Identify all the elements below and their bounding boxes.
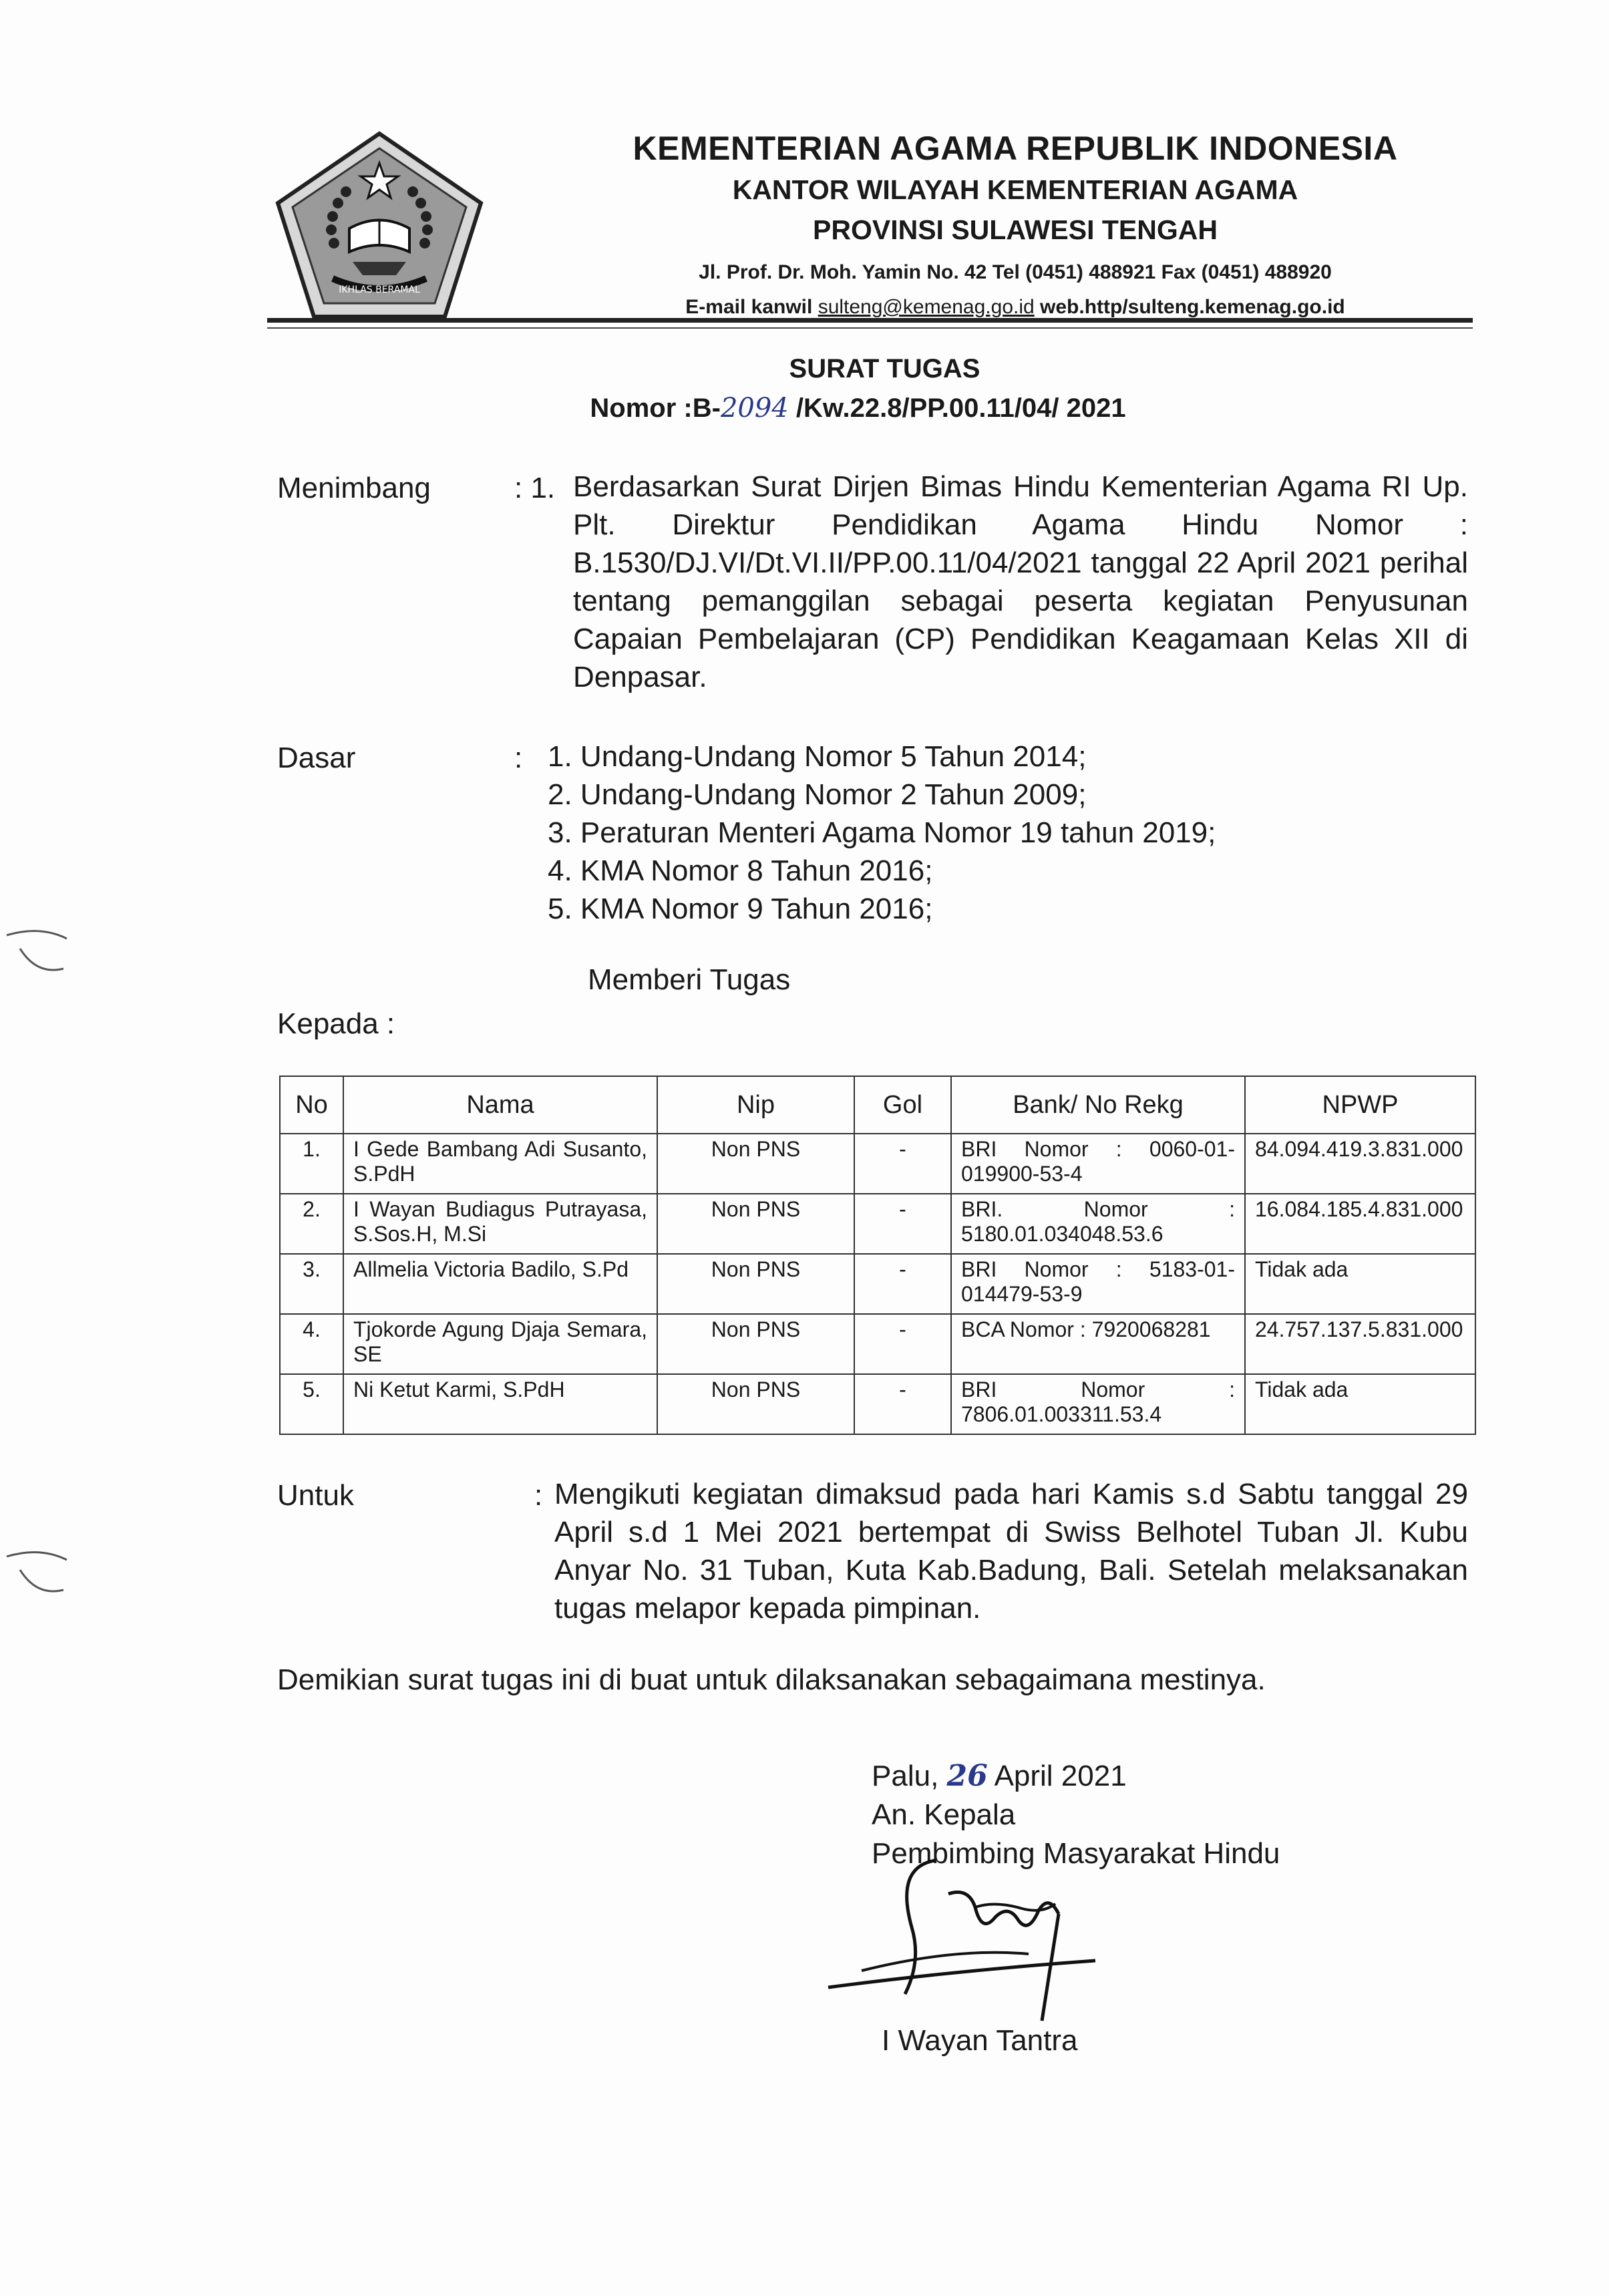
signature-day-handwritten: 26 bbox=[946, 1759, 988, 1793]
menimbang-label: Menimbang bbox=[277, 472, 431, 504]
dasar-item: 5. KMA Nomor 9 Tahun 2016; bbox=[548, 892, 933, 925]
letterhead-province: PROVINSI SULAWESI TENGAH bbox=[813, 214, 1218, 245]
cell-no: 2. bbox=[280, 1194, 343, 1254]
menimbang-colon: : 1. bbox=[514, 472, 556, 504]
table-row bbox=[280, 1194, 1475, 1254]
table-row bbox=[280, 1134, 1475, 1194]
signature-date bbox=[872, 1757, 1127, 1795]
kepada-label: Kepada : bbox=[277, 1007, 395, 1040]
letterhead bbox=[508, 127, 1523, 325]
cell-nip: Non PNS bbox=[657, 1374, 854, 1434]
svg-text:IKHLAS BERAMAL: IKHLAS BERAMAL bbox=[339, 285, 420, 295]
cell-nip: Non PNS bbox=[657, 1254, 854, 1314]
col-header-nip: Nip bbox=[657, 1076, 854, 1134]
document-title: SURAT TUGAS bbox=[789, 354, 980, 383]
cell-nama: I Gede Bambang Adi Susanto, S.PdH bbox=[343, 1134, 657, 1194]
dasar-list bbox=[548, 737, 1216, 928]
cell-bank: BRI Nomor : 0060-01-019900-53-4 bbox=[951, 1134, 1245, 1194]
nomor-suffix: /Kw.22.8/PP.00.11/04/ 2021 bbox=[795, 393, 1126, 423]
cell-npwp: Tidak ada bbox=[1245, 1254, 1475, 1314]
cell-no: 4. bbox=[280, 1314, 343, 1374]
memberi-tugas-heading: Memberi Tugas bbox=[588, 963, 791, 996]
nomor-handwritten: 2094 bbox=[720, 393, 789, 424]
table-row bbox=[280, 1374, 1475, 1434]
cell-nama: I Wayan Budiagus Putrayasa, S.Sos.H, M.Si bbox=[343, 1194, 657, 1254]
untuk-text: Mengikuti kegiatan dimaksud pada hari Kamis s.d Sabtu tanggal 29 April s.d 1 Mei 2021 bertempat di Swiss Belhotel Tuban Jl. Kubu Anyar No. 31 Tuban, Kuta Kab.Badung, Bali. Setelah melaksanakan tugas melapor kepada pimpinan. bbox=[554, 1478, 1468, 1625]
cell-nip: Non PNS bbox=[657, 1194, 854, 1254]
cell-nip: Non PNS bbox=[657, 1134, 854, 1194]
dasar-item: 3. Peraturan Menteri Agama Nomor 19 tahun 2019; bbox=[548, 816, 1216, 849]
cell-bank: BRI Nomor : 7806.01.003311.53.4 bbox=[951, 1374, 1245, 1434]
dasar-item: 2. Undang-Undang Nomor 2 Tahun 2009; bbox=[548, 778, 1087, 811]
col-header-nama: Nama bbox=[343, 1076, 657, 1134]
col-header-no: No bbox=[280, 1076, 343, 1134]
cell-no: 5. bbox=[280, 1374, 343, 1434]
table-row bbox=[280, 1314, 1475, 1374]
cell-bank: BRI Nomor : 5183-01-014479-53-9 bbox=[951, 1254, 1245, 1314]
cell-npwp: 24.757.137.5.831.000 bbox=[1245, 1314, 1475, 1374]
col-header-gol: Gol bbox=[854, 1076, 951, 1134]
cell-bank: BRI. Nomor : 5180.01.034048.53.6 bbox=[951, 1194, 1245, 1254]
letterhead-ministry: KEMENTERIAN AGAMA REPUBLIK INDONESIA bbox=[633, 130, 1398, 167]
cell-gol: - bbox=[854, 1194, 951, 1254]
scan-mark bbox=[0, 1543, 80, 1603]
table-row bbox=[280, 1254, 1475, 1314]
cell-gol: - bbox=[854, 1254, 951, 1314]
letterhead-divider-thin bbox=[267, 327, 1473, 329]
website-text: web.http/sulteng.kemenag.go.id bbox=[1040, 296, 1345, 318]
untuk-label: Untuk bbox=[277, 1479, 354, 1512]
cell-nama: Tjokorde Agung Djaja Semara, SE bbox=[343, 1314, 657, 1374]
dasar-label: Dasar bbox=[277, 742, 356, 774]
cell-no: 1. bbox=[280, 1134, 343, 1194]
cell-nama: Allmelia Victoria Badilo, S.Pd bbox=[343, 1254, 657, 1314]
email-prefix: E-mail kanwil bbox=[685, 296, 813, 318]
email-link[interactable]: sulteng@kemenag.go.id bbox=[818, 296, 1035, 318]
untuk-colon: : bbox=[534, 1479, 543, 1512]
document-number bbox=[53, 393, 1609, 424]
menimbang-text: Berdasarkan Surat Dirjen Bimas Hindu Kementerian Agama RI Up. Plt. Direktur Pendidikan Agama Hindu Nomor : B.1530/DJ.VI/Dt.VI.II/PP.00.11/04/2021 tanggal 22 April 2021 perihal tentang pemanggilan sebagai peserta kegiatan Penyusunan Capaian Pembelajaran (CP) Pendidikan Keagamaan Kelas XII di Denpasar. bbox=[573, 470, 1468, 693]
cell-npwp: Tidak ada bbox=[1245, 1374, 1475, 1434]
cell-bank: BCA Nomor : 7920068281 bbox=[951, 1314, 1245, 1374]
letterhead-divider bbox=[267, 318, 1473, 323]
nomor-prefix: Nomor :B- bbox=[590, 393, 721, 423]
cell-no: 3. bbox=[280, 1254, 343, 1314]
signature-place: Palu, bbox=[872, 1760, 939, 1792]
table-header-row bbox=[280, 1076, 1475, 1134]
signer-name: I Wayan Tantra bbox=[882, 2024, 1078, 2057]
assignee-table bbox=[279, 1076, 1476, 1435]
cell-gol: - bbox=[854, 1134, 951, 1194]
col-header-bank: Bank/ No Rekg bbox=[951, 1076, 1245, 1134]
letterhead-address: Jl. Prof. Dr. Moh. Yamin No. 42 Tel (0451) 488921 Fax (0451) 488920 bbox=[699, 261, 1332, 283]
cell-npwp: 16.084.185.4.831.000 bbox=[1245, 1194, 1475, 1254]
signature-on-behalf: An. Kepala bbox=[872, 1798, 1016, 1831]
dasar-colon: : bbox=[514, 742, 523, 774]
signature-position: Pembimbing Masyarakat Hindu bbox=[872, 1837, 1280, 1870]
signature-month-year: April 2021 bbox=[994, 1760, 1127, 1792]
cell-nip: Non PNS bbox=[657, 1314, 854, 1374]
letterhead-office: KANTOR WILAYAH KEMENTERIAN AGAMA bbox=[732, 174, 1298, 205]
cell-npwp: 84.094.419.3.831.000 bbox=[1245, 1134, 1475, 1194]
dasar-item: 1. Undang-Undang Nomor 5 Tahun 2014; bbox=[548, 740, 1087, 773]
closing-statement: Demikian surat tugas ini di buat untuk dilaksanakan sebagaimana mestinya. bbox=[277, 1663, 1266, 1696]
col-header-npwp: NPWP bbox=[1245, 1076, 1475, 1134]
ministry-logo bbox=[273, 128, 486, 322]
cell-gol: - bbox=[854, 1314, 951, 1374]
dasar-item: 4. KMA Nomor 8 Tahun 2016; bbox=[548, 854, 933, 887]
cell-nama: Ni Ketut Karmi, S.PdH bbox=[343, 1374, 657, 1434]
cell-gol: - bbox=[854, 1374, 951, 1434]
scan-mark bbox=[0, 922, 80, 982]
